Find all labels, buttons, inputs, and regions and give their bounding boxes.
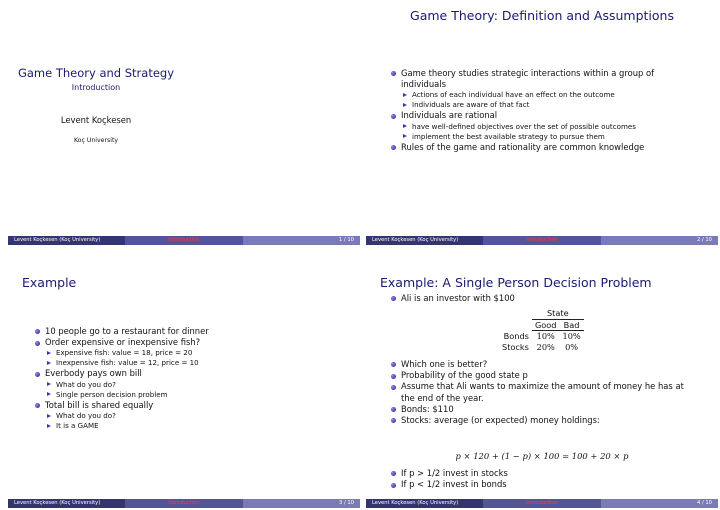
bullet-item: Ali is an investor with $100 [390, 293, 700, 304]
footer-section: Introduction [125, 499, 242, 508]
column-header: Good [532, 319, 560, 331]
slide-footer [366, 236, 718, 245]
bullet-item: Stocks: average (or expected) money holdings: [390, 415, 700, 426]
sub-bullet-item: have well-defined objectives over the set of possible outcomes [401, 122, 690, 132]
slide-4 [366, 263, 718, 508]
returns-table [499, 308, 584, 352]
bullet-item: Everbody pays own bill What do you do? Single person decision problem [34, 368, 334, 399]
sub-list [45, 380, 334, 400]
bullet-item: Total bill is shared equally What do you do? It is a GAME [34, 400, 334, 431]
bullet-item: Individuals are rational have well-defined objectives over the set of possible outcomes implement the best available strategy to pursue them [390, 110, 690, 141]
frame-title: Example: A Single Person Decision Problem [380, 275, 652, 290]
table-cell: 10% [562, 331, 581, 342]
slide-footer [8, 499, 360, 508]
table-cell: 20% [536, 341, 555, 352]
bullet-list [34, 326, 334, 431]
table-caption: State [532, 308, 584, 319]
institution: Koç University [73, 137, 119, 144]
column-header: Bad [560, 319, 584, 331]
sub-bullet-item: Actions of each individual have an effect on the outcome [401, 90, 690, 100]
bullet-list [390, 68, 690, 153]
author: Levent Koçkesen [60, 115, 132, 125]
sub-bullet-item: Expensive fish: value = 18, price = 20 [45, 348, 334, 358]
table-row [499, 342, 584, 353]
footer-page-number: 2 / 10 [601, 236, 718, 245]
decision-list [390, 468, 700, 490]
intro-list [390, 293, 700, 304]
slide-footer [8, 236, 360, 245]
row-label: Bonds [503, 330, 529, 341]
sub-bullet-item: implement the best available strategy to pursue them [401, 132, 690, 142]
footer-page-number: 1 / 10 [243, 236, 360, 245]
sub-bullet-item: It is a GAME [45, 421, 334, 431]
footer-section: Introduction [483, 499, 600, 508]
footer-section: Introduction [125, 236, 242, 245]
frame-title: Game Theory: Definition and Assumptions [410, 8, 674, 23]
slide-3 [8, 263, 360, 508]
footer-page-number: 3 / 10 [243, 499, 360, 508]
footer-author: Levent Koçkesen (Koç University) [366, 236, 483, 245]
slide-1 [8, 0, 360, 245]
table-cell: 10% [536, 331, 555, 342]
sub-bullet-item: Inexpensive fish: value = 12, price = 10 [45, 358, 334, 368]
bullet-item: 10 people go to a restaurant for dinner [34, 326, 334, 337]
sub-bullet-item: Single person decision problem [45, 390, 334, 400]
frame-title: Example [22, 275, 77, 290]
slide-footer [366, 499, 718, 508]
sub-list [45, 411, 334, 431]
bullet-item: Probability of the good state p [390, 370, 700, 381]
sub-bullet-item: Individuals are aware of that fact [401, 100, 690, 110]
footer-author: Levent Koçkesen (Koç University) [366, 499, 483, 508]
table-row [499, 331, 584, 342]
sub-list [401, 90, 690, 110]
footer-section: Introduction [483, 236, 600, 245]
sub-bullet-item: What do you do? [45, 380, 334, 390]
bullet-item: If p < 1/2 invest in bonds [390, 479, 700, 490]
row-label: Stocks [502, 341, 529, 352]
footer-author: Levent Koçkesen (Koç University) [8, 499, 125, 508]
bullet-item: Game theory studies strategic interactions within a group of individuals Actions of each individual have an effect on the outcome Individuals are aware of that fact [390, 68, 690, 110]
expected-value-equation: p × 120 + (1 − p) × 100 = 100 + 20 × p [455, 451, 629, 461]
table-cell: 0% [565, 341, 579, 352]
bullet-list [390, 359, 700, 426]
footer-page-number: 4 / 10 [601, 499, 718, 508]
bullet-item: Assume that Ali wants to maximize the amount of money he has at the end of the year. [390, 381, 700, 403]
footer-author: Levent Koçkesen (Koç University) [8, 236, 125, 245]
bullet-item: Order expensive or inexpensive fish? Expensive fish: value = 18, price = 20 Inexpensive fish: value = 12, price = 10 [34, 337, 334, 368]
bullet-item: Rules of the game and rationality are common knowledge [390, 142, 690, 153]
sub-bullet-item: What do you do? [45, 411, 334, 421]
bullet-item: Which one is better? [390, 359, 700, 370]
presentation-title: Game Theory and Strategy [17, 66, 175, 80]
bullet-item: Bonds: $110 [390, 404, 700, 415]
slide-2 [366, 0, 718, 245]
bullet-item: If p > 1/2 invest in stocks [390, 468, 700, 479]
sub-list [401, 122, 690, 142]
sub-list [45, 348, 334, 368]
presentation-subtitle: Introduction [71, 83, 121, 92]
